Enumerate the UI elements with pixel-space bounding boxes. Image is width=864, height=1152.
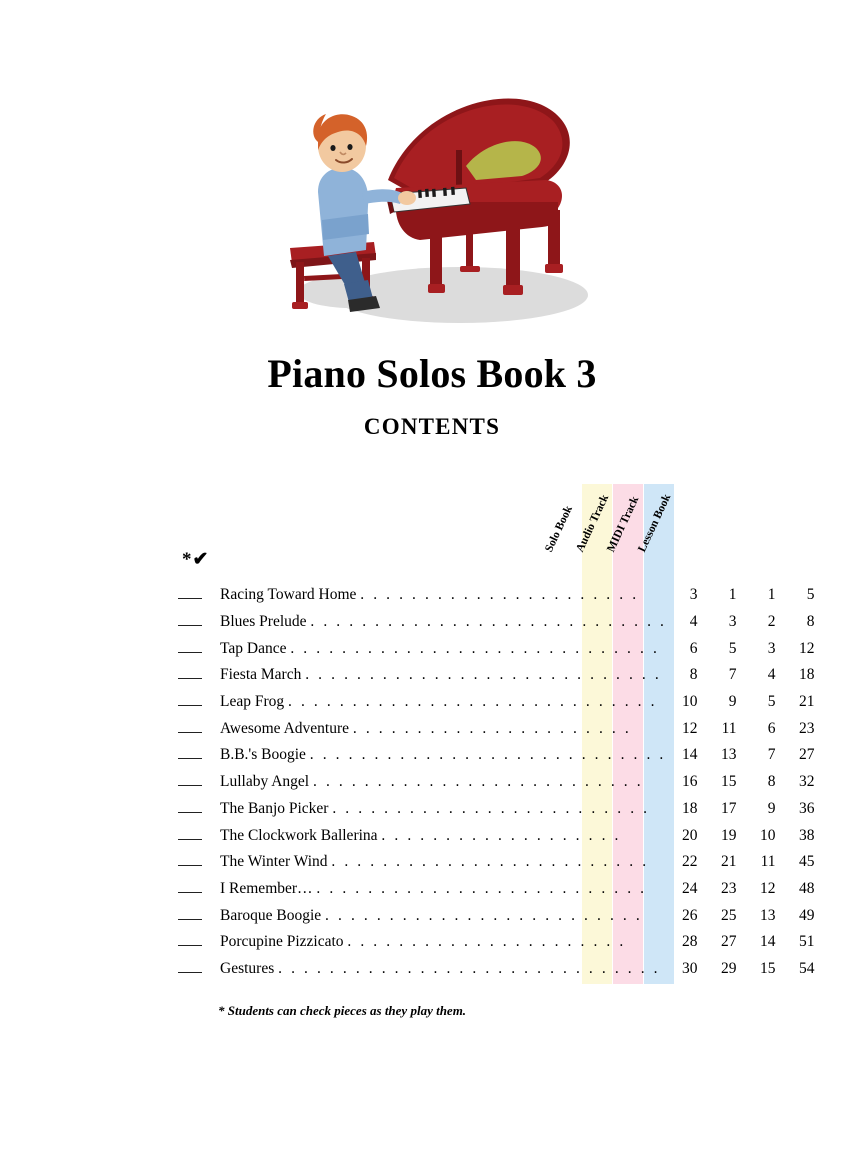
solo-book-page: 26 xyxy=(682,906,698,924)
audio-track-number: 5 xyxy=(728,639,737,657)
lesson-book-page: 36 xyxy=(799,799,815,817)
lesson-book-page: 49 xyxy=(799,906,815,924)
piece-title xyxy=(220,769,667,796)
lesson-book-page: 38 xyxy=(799,826,815,844)
lesson-book-page: 12 xyxy=(799,639,815,657)
leader-dots: . . . . . . . . . . . . . . . . . . . . . . . . . . . . . xyxy=(290,639,660,657)
check-box-line[interactable] xyxy=(176,635,220,662)
leader-dots: . . . . . . . . . . . . . . . . . . . . . . . . . . xyxy=(313,773,644,791)
piece-title-text: The Banjo Picker xyxy=(220,799,329,817)
audio-track-number: 13 xyxy=(721,746,737,764)
leader-dots: . . . . . . . . . . . . . . . . . . . . . . . . . . . . xyxy=(309,746,666,764)
table-row xyxy=(176,849,823,876)
table-row xyxy=(176,796,823,823)
blank-line xyxy=(178,695,202,706)
column-header-midi-track: MIDI Track xyxy=(605,494,642,554)
midi-track-number: 6 xyxy=(767,719,776,737)
table-row xyxy=(176,689,823,716)
audio-track-number: 9 xyxy=(728,693,737,711)
audio-track-number: 29 xyxy=(721,959,737,977)
footnote: * Students can check pieces as they play them. xyxy=(218,1003,467,1018)
table-row xyxy=(176,662,823,689)
check-box-line[interactable] xyxy=(176,849,220,876)
column-header-solo-book: Solo Book xyxy=(543,504,575,554)
audio-track-number: 25 xyxy=(721,906,737,924)
leader-dots: . . . . . . . . . . . . . . . . . . . . . . . . . xyxy=(332,799,650,817)
check-box-line[interactable] xyxy=(176,822,220,849)
column-header-audio-track: Audio Track xyxy=(574,492,612,554)
midi-track-number: 13 xyxy=(760,906,776,924)
solo-book-page: 4 xyxy=(689,613,698,631)
lesson-book-page: 18 xyxy=(799,666,815,684)
table-row xyxy=(176,902,823,929)
solo-book-page: 20 xyxy=(682,826,698,844)
audio-track-number: 21 xyxy=(721,853,737,871)
piece-title-text: The Clockwork Ballerina xyxy=(220,826,378,844)
solo-book-page: 24 xyxy=(682,879,698,897)
piece-title xyxy=(220,956,667,983)
solo-book-page: 22 xyxy=(682,853,698,871)
check-box-line[interactable] xyxy=(176,956,220,983)
check-box-line[interactable] xyxy=(176,876,220,903)
blank-line xyxy=(178,855,202,866)
check-box-line[interactable] xyxy=(176,609,220,636)
blank-line xyxy=(178,935,202,946)
solo-book-page: 8 xyxy=(689,666,698,684)
blank-line xyxy=(178,829,202,840)
table-row xyxy=(176,929,823,956)
table-row xyxy=(176,715,823,742)
piece-title-text: Blues Prelude xyxy=(220,613,307,631)
midi-track-number: 3 xyxy=(767,639,776,657)
piece-title xyxy=(220,742,667,769)
piece-title-text: Porcupine Pizzicato xyxy=(220,933,344,951)
contents-table xyxy=(176,582,823,982)
table-row xyxy=(176,742,823,769)
audio-track-number: 3 xyxy=(728,613,737,631)
check-marker: *✔ xyxy=(182,549,210,570)
midi-track-number: 7 xyxy=(767,746,776,764)
piece-title xyxy=(220,929,667,956)
blank-line xyxy=(178,588,202,599)
blank-line xyxy=(178,802,202,813)
midi-track-number: 4 xyxy=(767,666,776,684)
piece-title-text: Lullaby Angel xyxy=(220,773,310,791)
check-box-line[interactable] xyxy=(176,662,220,689)
solo-book-page: 6 xyxy=(689,639,698,657)
piece-title xyxy=(220,849,667,876)
piece-title xyxy=(220,796,667,823)
check-box-line[interactable] xyxy=(176,715,220,742)
column-header-lesson-book: Lesson Book xyxy=(636,492,674,554)
column-headers xyxy=(520,470,720,560)
blank-line xyxy=(178,642,202,653)
leader-dots: . . . . . . . . . . . . . . . . . . . . . . xyxy=(360,586,639,604)
leader-dots: . . . . . . . . . . . . . . . . . . . . . . xyxy=(352,719,632,737)
check-box-line[interactable] xyxy=(176,689,220,716)
midi-track-number: 12 xyxy=(760,879,776,897)
check-box-line[interactable] xyxy=(176,796,220,823)
piece-title-text: Racing Toward Home xyxy=(220,586,357,604)
audio-track-number: 11 xyxy=(721,719,737,737)
boy-playing-grand-piano-illustration xyxy=(270,70,600,340)
audio-track-number: 17 xyxy=(721,799,737,817)
piece-title-text: Leap Frog xyxy=(220,693,285,711)
solo-book-page: 12 xyxy=(682,719,698,737)
solo-book-page: 3 xyxy=(689,586,698,604)
lesson-book-page: 27 xyxy=(799,746,815,764)
lesson-book-page: 45 xyxy=(799,853,815,871)
piece-title xyxy=(220,689,667,716)
blank-line xyxy=(178,962,202,973)
piece-title-text: Awesome Adventure xyxy=(220,719,350,737)
table-row xyxy=(176,822,823,849)
piece-title-text: Tap Dance xyxy=(220,639,287,657)
piece-title xyxy=(220,822,667,849)
lesson-book-page: 32 xyxy=(799,773,815,791)
lesson-book-page: 54 xyxy=(799,959,815,977)
leader-dots: . . . . . . . . . . . . . . . . . . . . . . . . . . . . xyxy=(310,613,667,631)
audio-track-number: 27 xyxy=(721,933,737,951)
audio-track-number: 15 xyxy=(721,773,737,791)
piece-title-text: I Remember… xyxy=(220,879,313,897)
blank-line xyxy=(178,722,202,733)
solo-book-page: 14 xyxy=(682,746,698,764)
blank-line xyxy=(178,668,202,679)
lesson-book-page: 5 xyxy=(806,586,815,604)
solo-book-page: 18 xyxy=(682,799,698,817)
piece-title xyxy=(220,662,667,689)
midi-track-number: 5 xyxy=(767,693,776,711)
piece-title-text: Fiesta March xyxy=(220,666,302,684)
lesson-book-page: 51 xyxy=(799,933,815,951)
piece-title xyxy=(220,715,667,742)
solo-book-page: 16 xyxy=(682,773,698,791)
audio-track-number: 23 xyxy=(721,879,737,897)
piece-title-text: B.B.'s Boogie xyxy=(220,746,306,764)
contents-heading: CONTENTS xyxy=(363,414,501,439)
leader-dots: . . . . . . . . . . . . . . . . . . . . . . . . . . . . . xyxy=(288,693,658,711)
leader-dots: . . . . . . . . . . . . . . . . . . . . . . xyxy=(347,933,626,951)
leader-dots: . . . . . . . . . . . . . . . . . . . . . . . . . . . . . . xyxy=(278,959,661,977)
solo-book-page: 10 xyxy=(682,693,698,711)
table-row xyxy=(176,956,823,983)
blank-line xyxy=(178,748,202,759)
solo-book-page: 30 xyxy=(682,959,698,977)
table-row xyxy=(176,635,823,662)
check-box-line[interactable] xyxy=(176,582,220,609)
check-box-line[interactable] xyxy=(176,742,220,769)
midi-track-number: 14 xyxy=(760,933,776,951)
midi-track-number: 2 xyxy=(767,613,776,631)
lesson-book-page: 48 xyxy=(799,879,815,897)
blank-line xyxy=(178,882,202,893)
leader-dots: . . . . . . . . . . . . . . . . . . . . . . . . . xyxy=(325,906,643,924)
piece-title-text: The Winter Wind xyxy=(220,853,328,871)
midi-track-number: 15 xyxy=(760,959,776,977)
piece-title xyxy=(220,635,667,662)
leader-dots: . . . . . . . . . . . . . . . . . . . . . . . . . . xyxy=(316,879,647,897)
midi-track-number: 11 xyxy=(760,853,776,871)
midi-track-number: 8 xyxy=(767,773,776,791)
piece-title xyxy=(220,902,667,929)
lesson-book-page: 21 xyxy=(799,693,815,711)
piece-title-text: Gestures xyxy=(220,959,275,977)
audio-track-number: 7 xyxy=(728,666,737,684)
audio-track-number: 19 xyxy=(721,826,737,844)
check-box-line[interactable] xyxy=(176,929,220,956)
solo-book-page: 28 xyxy=(682,933,698,951)
blank-line xyxy=(178,775,202,786)
check-box-line[interactable] xyxy=(176,902,220,929)
table-row xyxy=(176,609,823,636)
piece-title-text: Baroque Boogie xyxy=(220,906,322,924)
midi-track-number: 9 xyxy=(767,799,776,817)
piece-title xyxy=(220,582,667,609)
page-title: Piano Solos Book 3 xyxy=(267,351,597,396)
leader-dots: . . . . . . . . . . . . . . . . . . . xyxy=(381,826,621,844)
leader-dots: . . . . . . . . . . . . . . . . . . . . . . . . . xyxy=(331,853,649,871)
check-box-line[interactable] xyxy=(176,769,220,796)
audio-track-number: 1 xyxy=(728,586,737,604)
midi-track-number: 1 xyxy=(767,586,776,604)
blank-line xyxy=(178,615,202,626)
lesson-book-page: 23 xyxy=(799,719,815,737)
blank-line xyxy=(178,909,202,920)
table-row xyxy=(176,876,823,903)
lesson-book-page: 8 xyxy=(806,613,815,631)
leader-dots: . . . . . . . . . . . . . . . . . . . . . . . . . . . . xyxy=(305,666,662,684)
midi-track-number: 10 xyxy=(760,826,776,844)
table-row xyxy=(176,769,823,796)
table-row xyxy=(176,582,823,609)
piece-title xyxy=(220,876,667,903)
piece-title xyxy=(220,609,667,636)
